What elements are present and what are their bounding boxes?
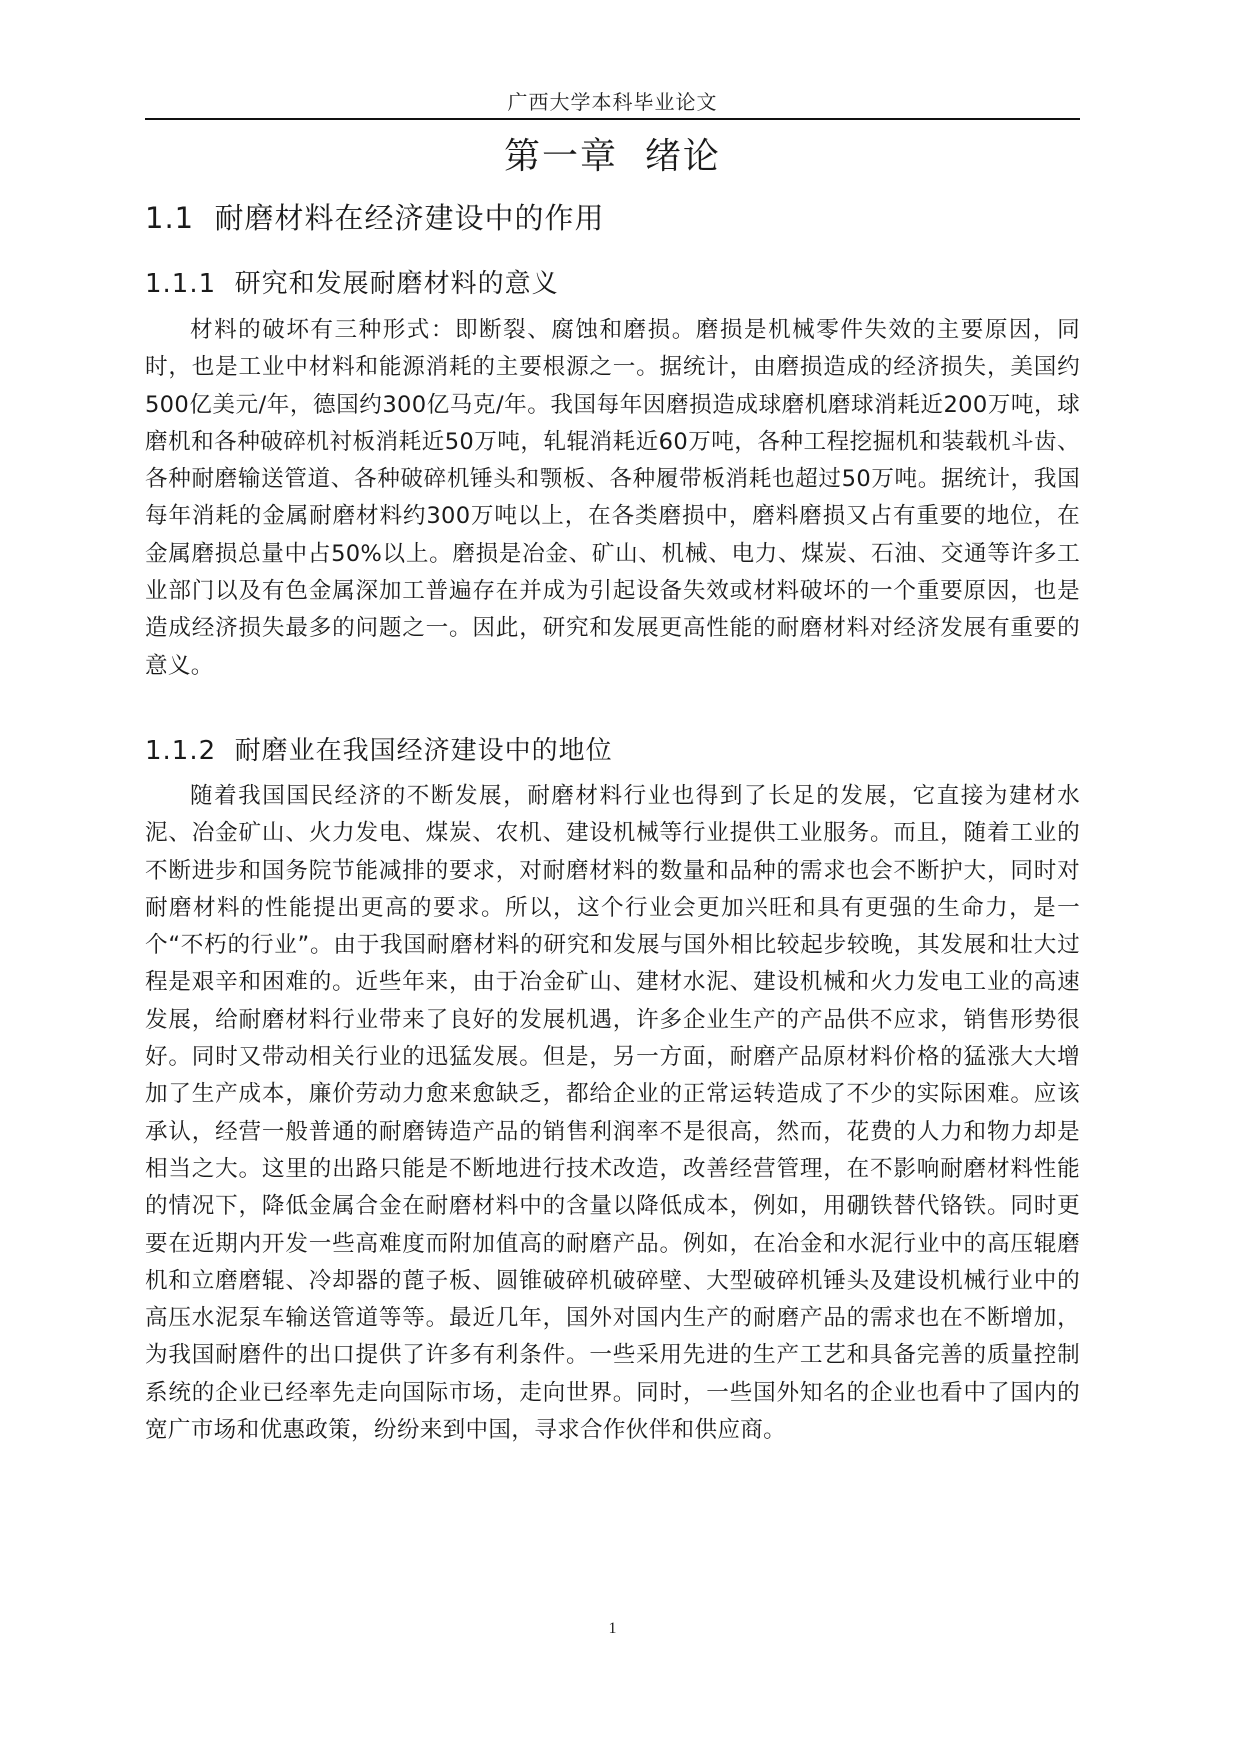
running-header: 广西大学本科毕业论文 [507, 90, 718, 114]
section-title-1-1: 1.1 耐磨材料在经济建设中的作用 [145, 201, 605, 235]
header-rule [145, 118, 1080, 120]
subsection-title-1-1-1: 1.1.1 研究和发展耐磨材料的意义 [145, 269, 559, 299]
subsection-title-1-1-2: 1.1.2 耐磨业在我国经济建设中的地位 [145, 736, 613, 766]
page-number: 1 [608, 1620, 617, 1637]
body-paragraph-1-1-2: 随着我国国民经济的不断发展，耐磨材料行业也得到了长足的发展，它直接为建材水泥、冶金矿山、火力发电、煤炭、农机、建设机械等行业提供工业服务。而且，随着工业的不断进步和国务院节能减排的要求，对耐磨材料的数量和品种的需求也会不断护大，同时对耐磨材料的性能提出更高的要求。所以，这个行业会更加兴旺和具有更强的生命力，是一个“不朽的行业”。由于我国耐磨材料的研究和发展与国外相比较起步较晚，其发展和壮大过程是艰辛和困难的。近些年来，由于冶金矿山、建材水泥、建设机械和火力发电工业的高速发展，给耐磨材料行业带来了良好的发展机遇，许多企业生产的产品供不应求，销售形势很好。同时又带动相关行业的迅猛发展。但是，另一方面，耐磨产品原材料价格的猛涨大大增加了生产成本，廉价劳动力愈来愈缺乏，都给企业的正常运转造成了不少的实际困难。应该承认，经营一般普通的耐磨铸造产品的销售利润率不是很高，然而，花费的人力和物力却是相当之大。这里的出路只能是不断地进行技术改造，改善经营管理，在不影响耐磨材料性能的情况下，降低金属合金在耐磨材料中的含量以降低成本，例如，用硼铁替代铬铁。同时更要在近期内开发一些高难度而附加值高的耐磨产品。例如，在冶金和水泥行业中的高压辊磨机和立磨磨辊、冷却器的蓖子板、圆锥破碎机破碎壁、大型破碎机锤头及建设机械行业中的高压水泥泵车输送管道等等。最近几年，国外对国内生产的耐磨产品的需求也在不断增加，为我国耐磨件的出口提供了许多有利条件。一些采用先进的生产工艺和具备完善的质量控制系统的企业已经率先走向国际市场，走向世界。同时，一些国外知名的企业也看中了国内的宽广市场和优惠政策，纷纷来到中国，寻求合作伙伴和供应商。 [145, 783, 1080, 1444]
chapter-title: 第一章 绪论 [504, 136, 721, 177]
body-paragraph-1-1-1: 材料的破坏有三种形式：即断裂、腐蚀和磨损。磨损是机械零件失效的主要原因，同时，也是工业中材料和能源消耗的主要根源之一。据统计，由磨损造成的经济损失，美国约500亿美元/年，德国约300亿马克/年。我国每年因磨损造成球磨机磨球消耗近200万吨，球磨机和各种破碎机衬板消耗近50万吨，轧辊消耗近60万吨，各种工程挖掘机和装载机斗齿、各种耐磨输送管道、各种破碎机锤头和颚板、各种履带板消耗也超过50万吨。据统计，我国每年消耗的金属耐磨材料约300万吨以上，在各类磨损中，磨料磨损又占有重要的地位，在金属磨损总量中占50%以上。磨损是冶金、矿山、机械、电力、煤炭、石油、交通等许多工业部门以及有色金属深加工普遍存在并成为引起设备失效或材料破坏的一个重要原因，也是造成经济损失最多的问题之一。因此，研究和发展更高性能的耐磨材料对经济发展有重要的意义。 [145, 317, 1080, 679]
